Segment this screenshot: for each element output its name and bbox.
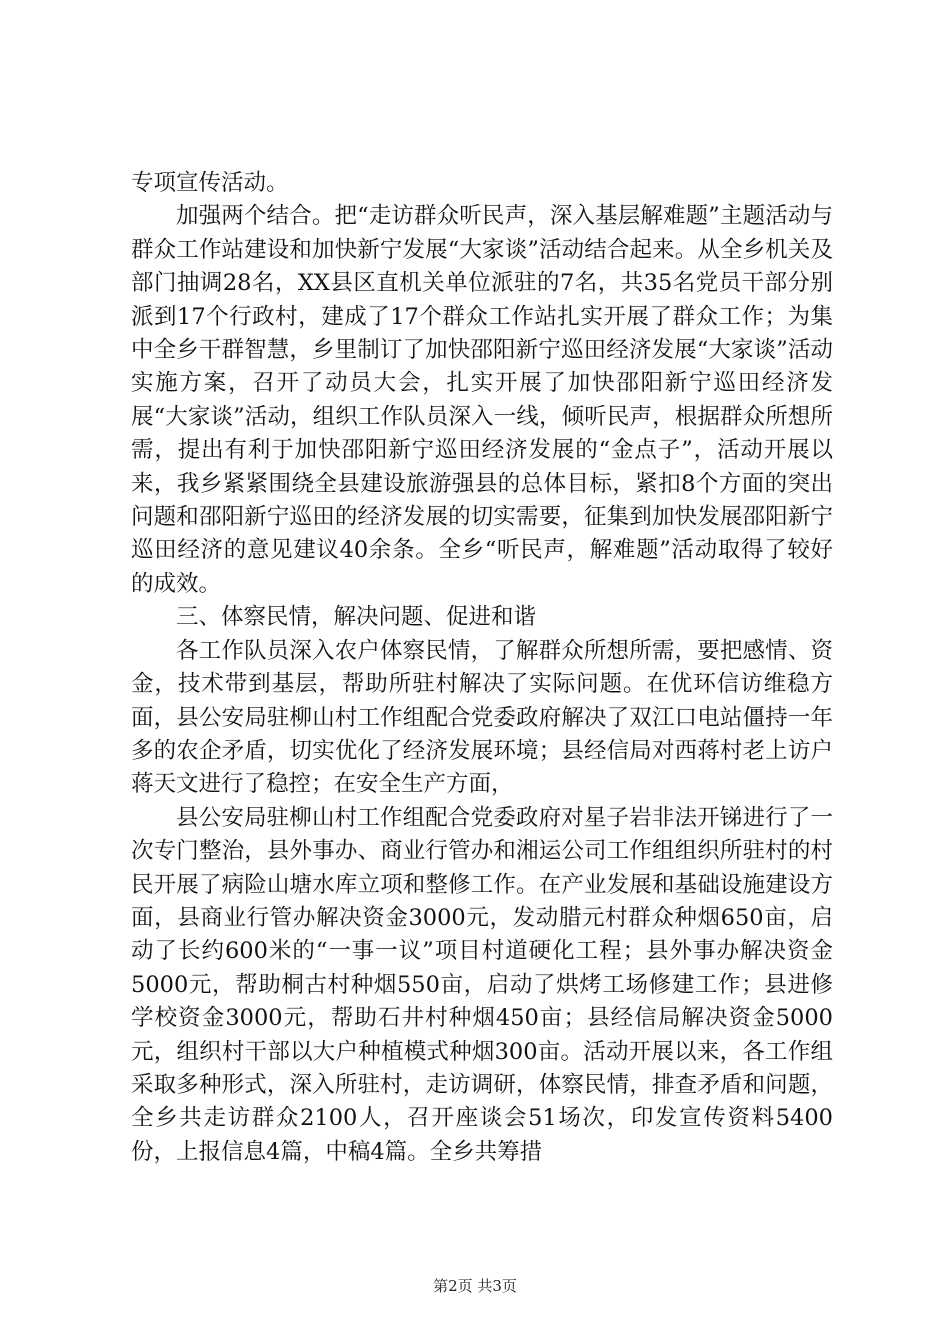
paragraph: 专项宣传活动。 [131, 170, 289, 196]
paragraph: 加强两个结合。把“走访群众听民声，深入基层解难题”主题活动与群众工作站建设和加快新宁发展“大家谈”活动结合起来。从全乡机关及部门抽调28名，XX县区直机关单位派驻的7名，共35名党员干部分别派到17个行政村，建成了17个群众工作站扎实开展了群众工作；为集中全乡干群智慧，乡里制订了加快邵阳新宁巡田经济发展“大家谈”活动实施方案，召开了动员大会，扎实开展了加快邵阳新宁巡田经济发展“大家谈”活动，组织工作队员深入一线，倾听民声，根据群众所想所需，提出有利于加快邵阳新宁巡田经济发展的“金点子”，活动开展以来，我乡紧紧围绕全县建设旅游强县的总体目标，紧扣8个方面的突出问题和邵阳新宁巡田的经济发展的切实需要，征集到加快发展邵阳新宁巡田经济的意见建议40余条。全乡“听民声，解难题”活动取得了较好的成效。 [131, 203, 833, 597]
page-number: 第2页 共3页 [433, 1277, 517, 1295]
paragraph: 县公安局驻柳山村工作组配合党委政府对星子岩非法开锑进行了一次专门整治，县外事办、商业行管办和湘运公司工作组组织所驻村的村民开展了病险山塘水库立项和整修工作。在产业发展和基础设施建设方面，县商业行管办解决资金3000元，发动腊元村群众种烟650亩，启动了长约600米的“一事一议”项目村道硬化工程；县外事办解决资金5000元，帮助桐古村种烟550亩，启动了烘烤工场修建工作；县进修学校资金3000元，帮助石井村种烟450亩；县经信局解决资金5000元，组织村干部以大户种植模式种烟300亩。活动开展以来，各工作组采取多种形式，深入所驻村，走访调研，体察民情，排查矛盾和问题，全乡共走访群众2100人，召开座谈会51场次，印发宣传资料5400份，上报信息4篇，中稿4篇。全乡共筹措 [131, 804, 833, 1165]
paragraph: 各工作队员深入农户体察民情，了解群众所想所需，要把感情、资金，技术带到基层，帮助所驻村解决了实际问题。在优环信访维稳方面，县公安局驻柳山村工作组配合党委政府解决了双江口电站僵持一年多的农企矛盾，切实优化了经济发展环境；县经信局对西蒋村老上访户蒋天文进行了稳控；在安全生产方面， [131, 637, 833, 798]
page-footer [0, 1276, 950, 1296]
section-heading: 三、体察民情，解决问题、促进和谐 [176, 604, 537, 631]
document-body [131, 167, 833, 1169]
